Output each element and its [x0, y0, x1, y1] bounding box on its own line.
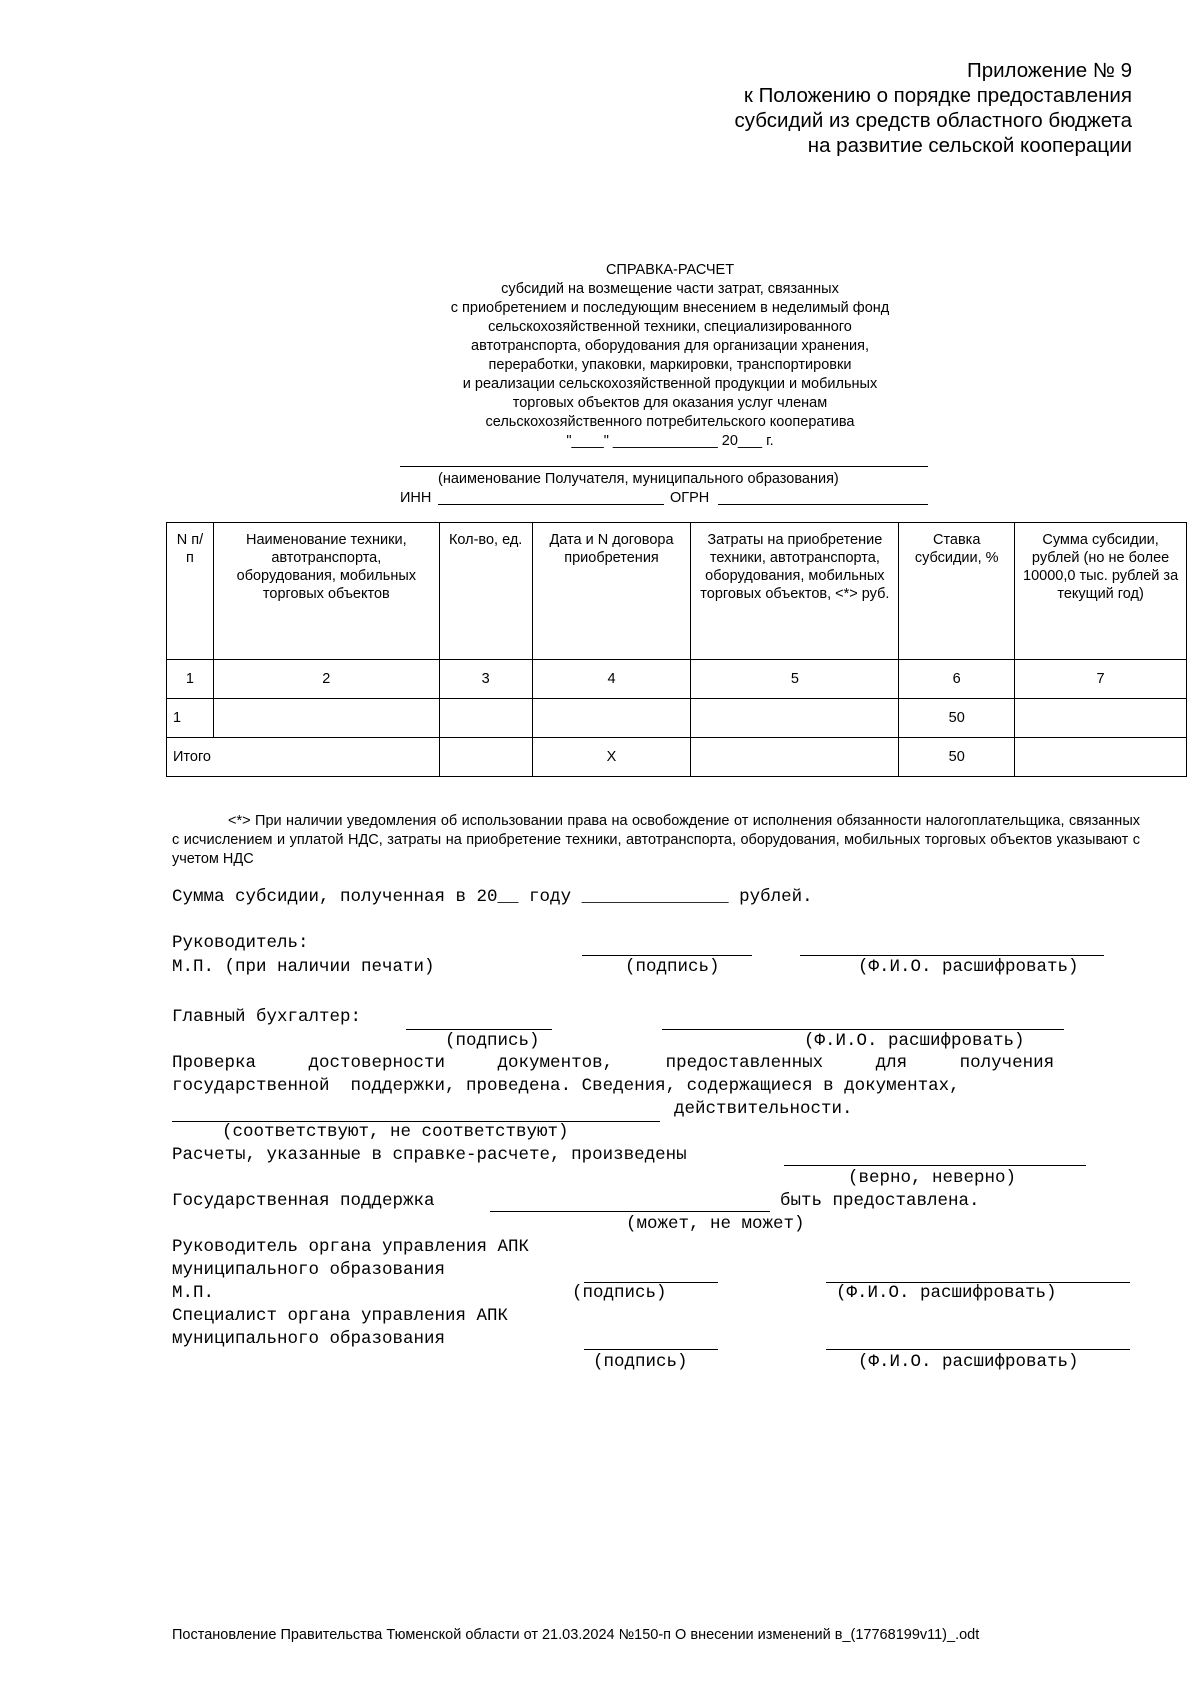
title-line: автотранспорта, оборудования для организации хранения,	[471, 338, 869, 354]
total-label: Итого	[167, 738, 440, 777]
footnote-text: <*> При наличии уведомления об использовании права на освобождение от исполнения обязанности налогоплательщика, связанных с исчислением и уплатой НДС, затраты на приобретение техники, автотранспорта, оборудования, мобильных торговых объектов указывают с учетом НДС	[172, 813, 1140, 867]
table-cell	[1015, 699, 1187, 738]
title-line: торговых объектов для оказания услуг членам	[512, 395, 828, 411]
inn-label: ИНН	[400, 490, 432, 506]
table-cell	[439, 738, 532, 777]
support-caption: (может, не может)	[626, 1214, 805, 1234]
calc-label: Расчеты, указанные в справке-расчете, произведены	[172, 1145, 687, 1165]
table-cell: 1	[167, 699, 214, 738]
table-cell: 50	[899, 699, 1015, 738]
subsidy-table	[166, 522, 1187, 777]
check-line: государственной поддержки, проведена. Сведения, содержащиеся в документах,	[172, 1076, 960, 1096]
signature-caption: (подпись)	[572, 1283, 667, 1303]
title-line: сельскохозяйственной техники, специализированного	[488, 319, 852, 335]
title-line: переработки, упаковки, маркировки, транспортировки	[488, 357, 852, 373]
table-cell	[691, 738, 899, 777]
table-number-row	[167, 660, 1187, 699]
header-cell: Кол-во, ед.	[439, 523, 532, 660]
footnote	[172, 812, 1140, 869]
header-cell: Сумма субсидии, рублей (но не более 10000,0 тыс. рублей за текущий год)	[1015, 523, 1187, 660]
number-cell: 1	[167, 660, 214, 699]
number-cell: 7	[1015, 660, 1187, 699]
sum-line: Сумма субсидии, полученная в 20__ году ______________ рублей.	[172, 887, 813, 907]
accountant-label: Главный бухгалтер:	[172, 1007, 362, 1027]
support-tail: быть предоставлена.	[780, 1191, 980, 1211]
specialist-label: Специалист органа управления АПК	[172, 1306, 509, 1326]
header-cell: N п/п	[167, 523, 214, 660]
ogrn-label: ОГРН	[670, 490, 710, 506]
check-caption: (соответствуют, не соответствуют)	[222, 1122, 569, 1142]
support-label: Государственная поддержка	[172, 1191, 435, 1211]
recipient-caption: (наименование Получателя, муниципального образования)	[438, 471, 839, 487]
number-cell: 5	[691, 660, 899, 699]
table-cell: 50	[899, 738, 1015, 777]
table-row	[167, 699, 1187, 738]
number-cell: 2	[213, 660, 439, 699]
header-cell: Дата и N договора приобретения	[532, 523, 691, 660]
support-result-line	[490, 1211, 770, 1212]
table-header-row	[167, 523, 1187, 660]
apk-head-label: Руководитель органа управления АПК	[172, 1237, 530, 1257]
title-line: и реализации сельскохозяйственной продукции и мобильных	[462, 376, 878, 392]
header-cell: Ставка субсидии, %	[899, 523, 1015, 660]
fio-caption: (Ф.И.О. расшифровать)	[858, 957, 1079, 977]
signature-caption: (подпись)	[625, 957, 720, 977]
title-heading: СПРАВКА-РАСЧЕТ	[605, 262, 735, 278]
check-line: Проверка достоверности документов, предоставленных для получения	[172, 1053, 1055, 1073]
calc-result-line	[784, 1165, 1086, 1166]
header-cell: Наименование техники, автотранспорта, оборудования, мобильных торговых объектов	[213, 523, 439, 660]
header-cell: Затраты на приобретение техники, автотранспорта, оборудования, мобильных торговых объектов, <*> руб.	[691, 523, 899, 660]
inn-line	[438, 504, 664, 505]
mp-short-label: М.П.	[172, 1283, 215, 1303]
recipient-name-line	[400, 466, 928, 467]
title-line: с приобретением и последующим внесением в неделимый фонд	[450, 300, 890, 316]
table-cell	[532, 699, 691, 738]
apk-head-label: муниципального образования	[172, 1260, 446, 1280]
number-cell: 6	[899, 660, 1015, 699]
signature-caption: (подпись)	[593, 1352, 688, 1372]
mp-label: М.П. (при наличии печати)	[172, 957, 435, 977]
table-cell	[439, 699, 532, 738]
date-line: "____" _____________ 20___ г.	[566, 433, 774, 449]
calc-caption: (верно, неверно)	[848, 1168, 1017, 1188]
specialist-label: муниципального образования	[172, 1329, 446, 1349]
head-label: Руководитель:	[172, 933, 309, 953]
document-title	[300, 261, 1040, 451]
table-cell	[1015, 738, 1187, 777]
appendix-line: на развитие сельской кооперации	[807, 134, 1132, 157]
table-cell	[213, 699, 439, 738]
title-line: субсидий на возмещение части затрат, связанных	[501, 281, 839, 297]
page-footer: Постановление Правительства Тюменской области от 21.03.2024 №150-п О внесении изменений в_(17768199v11)_.odt	[172, 1627, 980, 1643]
number-cell: 4	[532, 660, 691, 699]
number-cell: 3	[439, 660, 532, 699]
appendix-number: Приложение № 9	[966, 59, 1132, 82]
title-line: сельскохозяйственного потребительского кооператива	[485, 414, 855, 430]
table-total-row	[167, 738, 1187, 777]
table-cell	[691, 699, 899, 738]
specialist-fio-line	[826, 1349, 1130, 1350]
appendix-header	[734, 58, 1132, 158]
fio-caption: (Ф.И.О. расшифровать)	[804, 1031, 1025, 1051]
signature-caption: (подпись)	[445, 1031, 540, 1051]
check-line: действительности.	[674, 1099, 853, 1119]
specialist-signature-line	[584, 1349, 718, 1350]
appendix-line: к Положению о порядке предоставления	[743, 84, 1132, 107]
appendix-line: субсидий из средств областного бюджета	[734, 109, 1132, 132]
ogrn-line	[718, 504, 928, 505]
fio-caption: (Ф.И.О. расшифровать)	[858, 1352, 1079, 1372]
fio-caption: (Ф.И.О. расшифровать)	[836, 1283, 1057, 1303]
table-cell: Х	[532, 738, 691, 777]
